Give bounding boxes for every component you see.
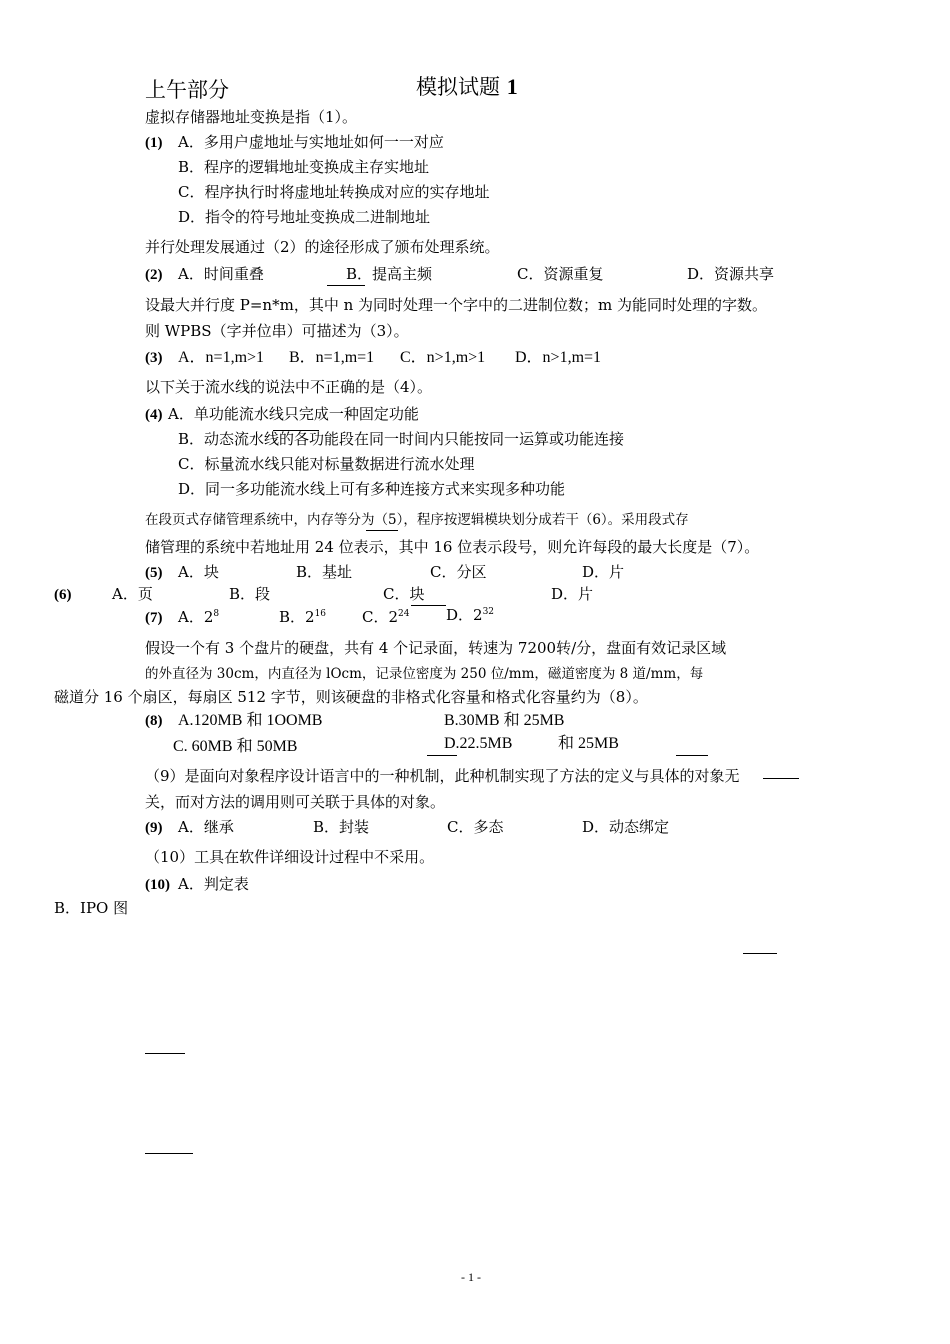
q2-option-c: C．资源重复	[517, 265, 604, 283]
q9-number: (9)	[145, 820, 163, 836]
q6-option-b: B．段	[229, 585, 271, 603]
q7-option-a: A．$2^8$	[178, 608, 220, 626]
q3-number: (3)	[145, 350, 163, 366]
q1-number: (1)	[145, 135, 163, 151]
q2-number: (2)	[145, 267, 163, 283]
section-label: 上午部分	[145, 78, 229, 102]
page-title: 模拟试题 1	[416, 74, 518, 99]
q4-number: (4)	[145, 407, 163, 423]
q3-option-c: C．n>1,m>1	[400, 349, 486, 366]
q3-option-d: D．n>1,m=1	[515, 349, 602, 366]
q8-option-c: C. 60MB 和 50MB	[173, 738, 298, 755]
q8-stem-line1: 假设一个有 3 个盘片的硬盘，共有 4 个记录面，转速为 7200转/分，盘面有效记录区域	[145, 639, 727, 657]
q8-blank-line	[427, 755, 457, 756]
q8-stem-line3: 磁道分 16 个扇区，每扇区 512 字节，则该硬盘的非格式化容量和格式化容量约为（8）。	[54, 688, 648, 706]
q6-option-c: C．块	[383, 585, 425, 603]
q1-option-b: B．程序的逻辑地址变换成主存实地址	[178, 158, 430, 176]
q9-option-d: D．动态绑定	[582, 818, 670, 836]
q8-option-b: B.30MB 和 25MB	[444, 712, 565, 729]
q4-option-c: C．标量流水线只能对标量数据进行流水处理	[178, 455, 475, 473]
q6-option-a: A．页	[112, 585, 153, 603]
q9-strike-line	[763, 778, 799, 779]
q6-option-d: D．片	[551, 585, 594, 603]
q4-option-a: A．单功能流水线只完成一种固定功能	[168, 405, 419, 423]
q2-stem: 并行处理发展通过（2）的途径形成了颁布处理系统。	[145, 238, 500, 256]
q10-stem: （10）工具在软件详细设计过程中不采用。	[145, 848, 435, 866]
q5-stem-line2: 储管理的系统中若地址用 24 位表示，其中 16 位表示段号，则允许每段的最大长度是（7）。	[145, 538, 760, 556]
q1-stem: 虚拟存储器地址变换是指（1）。	[145, 108, 358, 126]
q8-number: (8)	[145, 713, 163, 729]
q6-blank-line	[411, 605, 446, 606]
q3-stem-line2: 则 WPBS（字并位串）可描述为（3）。	[145, 322, 409, 340]
q2-option-d: D．资源共享	[687, 265, 775, 283]
q4-stem: 以下关于流水线的说法中不正确的是（4）。	[145, 378, 433, 396]
q5-option-c: C．分区	[430, 563, 487, 581]
blank-line	[145, 1153, 193, 1154]
q4-option-b: B．动态流水线的各功能段在同一时间内只能按同一运算或功能连接	[178, 430, 625, 448]
q10-option-a: A．判定表	[178, 875, 249, 893]
q4-option-d: D．同一多功能流水线上可有多种连接方式来实现多种功能	[178, 480, 566, 498]
q3-option-a: A．n=1,m>1	[178, 349, 265, 366]
q8-stem-line2: 的外直径为 30cm，内直径为 lOcm，记录位密度为 250 位/mm，磁道密度为 8 道/mm，每	[145, 666, 704, 682]
q2-option-b: B．提高主频	[346, 265, 433, 283]
blank-line	[145, 1053, 185, 1054]
q3-option-b: B．n=1,m=1	[289, 349, 375, 366]
q9-option-a: A．继承	[178, 818, 234, 836]
q7-option-d: D．$2^{32}$	[446, 606, 495, 624]
q2-blank-line	[327, 285, 365, 286]
q5-option-a: A．块	[178, 563, 219, 581]
q7-option-b: B．$2^{16}$	[279, 608, 327, 626]
q7-option-c: C．$2^{24}$	[362, 608, 410, 626]
q2-option-a: A．时间重叠	[178, 265, 264, 283]
q8-option-d-second: 和 25MB	[558, 735, 619, 752]
q10-number: (10)	[145, 877, 170, 893]
q8-option-a: A.120MB 和 1OOMB	[178, 712, 323, 729]
page-number: - 1 -	[461, 1270, 481, 1284]
q9-stem-line1: （9）是面向对象程序设计语言中的一种机制，此种机制实现了方法的定义与具体的对象无	[145, 767, 740, 785]
q1-option-d: D．指令的符号地址变换成二进制地址	[178, 208, 431, 226]
q9-option-b: B．封装	[313, 818, 370, 836]
q8-trailing-line	[676, 755, 708, 756]
q8-option-d: D.22.5MB	[444, 735, 513, 752]
q5-option-d: D．片	[582, 563, 625, 581]
q5-stem-line1: 在段页式存储管理系统中，内存等分为（5），程序按逻辑模块划分成若干（6）。采用段式存	[145, 512, 689, 528]
q10-option-b: B．IPO 图	[54, 899, 129, 917]
q9-stem-line2: 关，而对方法的调用则可关联于具体的对象。	[145, 793, 446, 811]
q3-stem-line1: 设最大并行度 P=n*m，其中 n 为同时处理一个字中的二进制位数；m 为能同时处理的字数。	[145, 296, 768, 314]
q9-option-c: C．多态	[447, 818, 504, 836]
q5-number: (5)	[145, 565, 163, 581]
q7-number: (7)	[145, 610, 163, 626]
blank-line	[743, 953, 777, 954]
q1-option-a: A．多用户虚地址与实地址如何一一对应	[178, 133, 444, 151]
q5-underline	[366, 530, 398, 531]
q6-number: (6)	[54, 587, 72, 603]
q4-strike-line	[273, 430, 319, 431]
q1-option-c: C．程序执行时将虚地址转换成对应的实存地址	[178, 183, 490, 201]
q5-option-b: B．基址	[296, 563, 353, 581]
